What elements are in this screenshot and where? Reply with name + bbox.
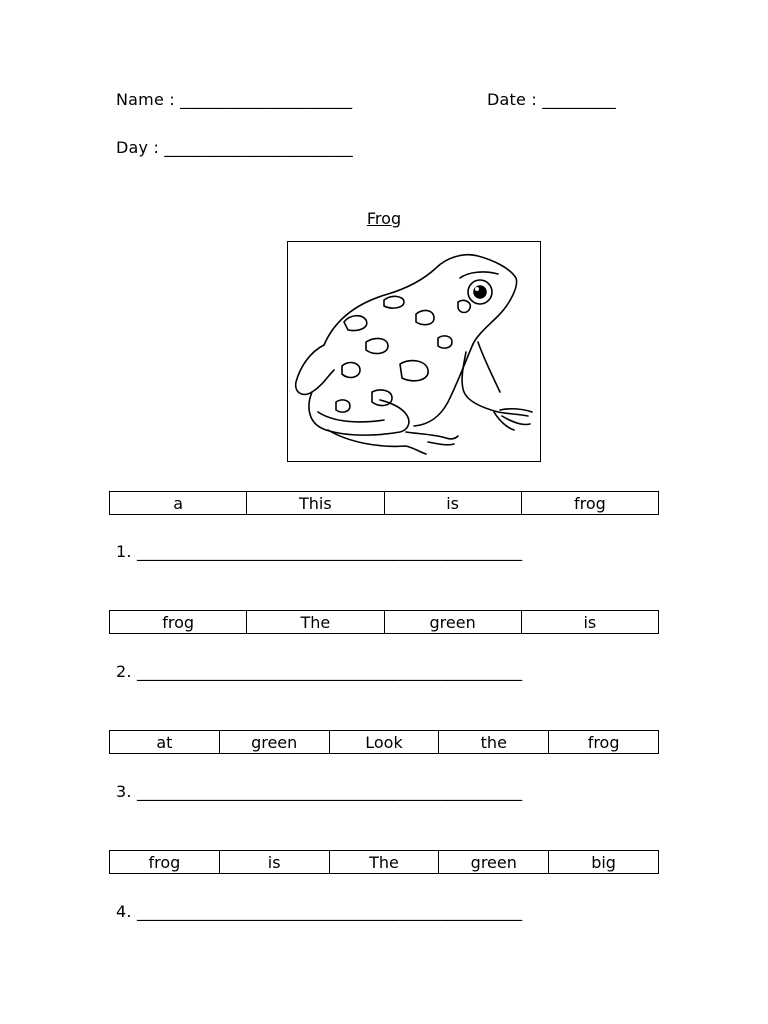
word-tile[interactable]: frog bbox=[521, 492, 658, 515]
word-tile[interactable]: The bbox=[247, 611, 384, 634]
word-bank-1 bbox=[109, 491, 659, 515]
answer-line-1[interactable]: 1. _______________________________________________ bbox=[116, 542, 523, 561]
word-tile[interactable]: This bbox=[247, 492, 384, 515]
word-tile[interactable]: is bbox=[219, 851, 329, 874]
word-tile[interactable]: green bbox=[219, 731, 329, 754]
answer-line-2[interactable]: 2. _______________________________________________ bbox=[116, 662, 523, 681]
word-tile[interactable]: green bbox=[439, 851, 549, 874]
word-bank-2 bbox=[109, 610, 659, 634]
word-tile[interactable]: the bbox=[439, 731, 549, 754]
word-tile[interactable]: green bbox=[384, 611, 521, 634]
word-tile[interactable]: a bbox=[110, 492, 247, 515]
word-tile[interactable]: frog bbox=[110, 851, 220, 874]
word-tile[interactable]: at bbox=[110, 731, 220, 754]
word-tile[interactable]: Look bbox=[329, 731, 439, 754]
word-tile[interactable]: is bbox=[384, 492, 521, 515]
word-tile[interactable]: frog bbox=[110, 611, 247, 634]
word-bank-4 bbox=[109, 850, 659, 874]
answer-line-4[interactable]: 4. _______________________________________________ bbox=[116, 902, 523, 921]
frog-illustration-icon bbox=[288, 242, 542, 463]
word-tile[interactable]: frog bbox=[549, 731, 659, 754]
word-bank-3 bbox=[109, 730, 659, 754]
frog-image-frame bbox=[287, 241, 541, 462]
day-field[interactable]: Day : _______________________ bbox=[116, 138, 353, 157]
word-tile[interactable]: big bbox=[549, 851, 659, 874]
name-field[interactable]: Name : _____________________ bbox=[116, 90, 353, 109]
word-tile[interactable]: The bbox=[329, 851, 439, 874]
word-tile[interactable]: is bbox=[521, 611, 658, 634]
answer-line-3[interactable]: 3. _______________________________________________ bbox=[116, 782, 523, 801]
page-title: Frog bbox=[366, 209, 402, 228]
date-field[interactable]: Date : _________ bbox=[487, 90, 617, 109]
